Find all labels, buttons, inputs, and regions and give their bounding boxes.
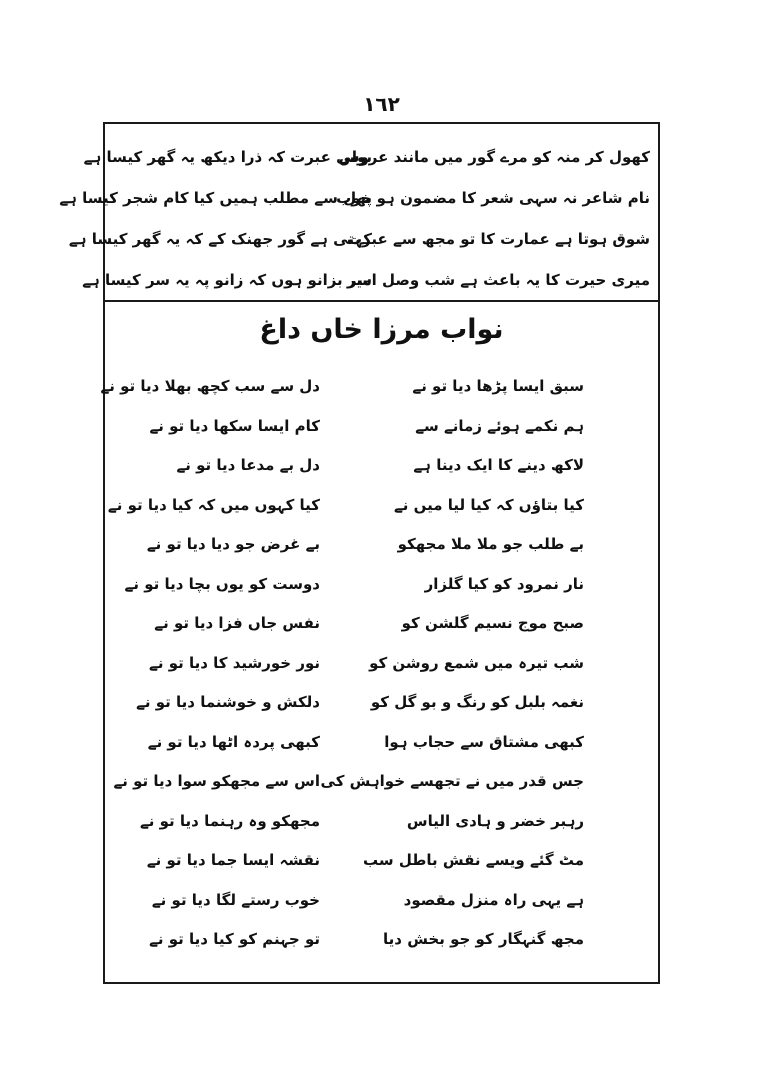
first-line: ہم نکمے ہوئے زمانے سے [415, 416, 584, 435]
first-line: ہے یہی راہ منزل مقصود [403, 890, 584, 909]
verse-row [105, 410, 658, 442]
second-line: نفس جاں فزا دیا تو نے [154, 614, 320, 632]
first-line: لاکھ دینے کا ایک دینا ہے [413, 456, 584, 474]
first-line: کبھی مشتاق سے حجاب ہوا [384, 732, 584, 751]
page-frame [59, 122, 660, 984]
second-line: کبھی پردہ اٹھا دیا تو نے [147, 732, 320, 751]
second-line: بولی عبرت کہ ذرا دیکھ یہ گھر کیسا ہے [83, 148, 372, 166]
second-line: بے غرض جو دیا دیا تو نے [146, 535, 320, 553]
first-line: بے طلب جو ملا ملا مجھکو [397, 535, 584, 553]
first-line: سبق ایسا پڑھا دیا تو نے [412, 377, 584, 395]
verse-row [83, 138, 658, 176]
verse-row [105, 805, 658, 837]
second-line: کہتی ہے گور جھنک کے کہ یہ گھر کیسا ہے [68, 230, 372, 248]
verse-row [105, 726, 658, 758]
second-line: کام ایسا سکھا دیا تو نے [149, 416, 320, 435]
second-line: نقشہ ایسا جما دیا تو نے [146, 851, 320, 869]
first-line: جس قدر میں نے تجھسے خواہش کی [320, 772, 584, 790]
verse-row [105, 449, 658, 481]
second-line: پھل سے مطلب ہمیں کیا کام شجر کیسا ہے [59, 189, 372, 207]
first-line: صبح موج نسیم گلشن کو [401, 614, 584, 632]
second-line: اس سے مجھکو سوا دیا تو نے [113, 772, 320, 790]
verse-row [105, 923, 658, 955]
first-line: کیا بتاؤں کہ کیا لیا میں نے [393, 495, 584, 514]
second-line: کیا کہوں میں کہ کیا دیا تو نے [107, 495, 320, 514]
second-line: خوب رستے لگا دیا تو نے [151, 890, 320, 909]
second-line: مجھکو وہ رہنما دیا تو نے [139, 811, 320, 830]
first-line: میری حیرت کا یہ باعث ہے شب وصل امیر [346, 271, 650, 289]
second-line: دل بے مدعا دیا تو نے [176, 456, 320, 474]
verse-row [105, 568, 658, 600]
second-line: دل سے سب کچھ بھلا دیا تو نے [100, 377, 320, 395]
first-line: نغمہ بلبل کو رنگ و بو گل کو [370, 693, 584, 711]
verse-row [68, 220, 658, 258]
first-line: مجھ گنہگار کو جو بخش دیا [383, 930, 584, 948]
first-line: شب تیرہ میں شمع روشن کو [369, 653, 584, 672]
verse-row [105, 647, 658, 679]
first-line: رہبر خضر و ہادی الیاس [406, 811, 584, 830]
second-line: سر بزانو ہوں کہ زانو پہ یہ سر کیسا ہے [82, 271, 372, 289]
poet-heading: نواب مرزا خاں داغ [259, 314, 504, 345]
first-line: مٹ گئے ویسے نقش باطل سب [363, 851, 584, 869]
verse-row [105, 884, 658, 916]
first-line: کھول کر منہ کو مرے گور میں مانند عروس [338, 148, 650, 166]
second-line: دوست کو یوں بچا دیا تو نے [124, 574, 320, 593]
verse-row [105, 489, 658, 521]
second-line: نور خورشید کا دیا تو نے [149, 653, 320, 672]
verse-row [105, 528, 658, 560]
top-verse-block [59, 124, 658, 302]
second-line: دلکش و خوشنما دیا تو نے [136, 693, 320, 711]
first-line: شوق ہوتا ہے عمارت کا تو مجھ سے عبرت [346, 230, 650, 248]
verse-row [105, 607, 658, 639]
first-line: نام شاعر نہ سہی شعر کا مضمون ہو خوب [336, 189, 650, 207]
verse-row [100, 370, 658, 402]
verse-row [105, 765, 658, 797]
second-line: تو جہنم کو کیا دیا تو نے [149, 930, 320, 948]
verse-row [82, 261, 658, 299]
page-number: ١٦٢ [363, 92, 400, 116]
first-line: نار نمرود کو کیا گلزار [424, 574, 584, 593]
verse-row [105, 686, 658, 718]
verse-row [59, 179, 658, 217]
verse-row [105, 844, 658, 876]
